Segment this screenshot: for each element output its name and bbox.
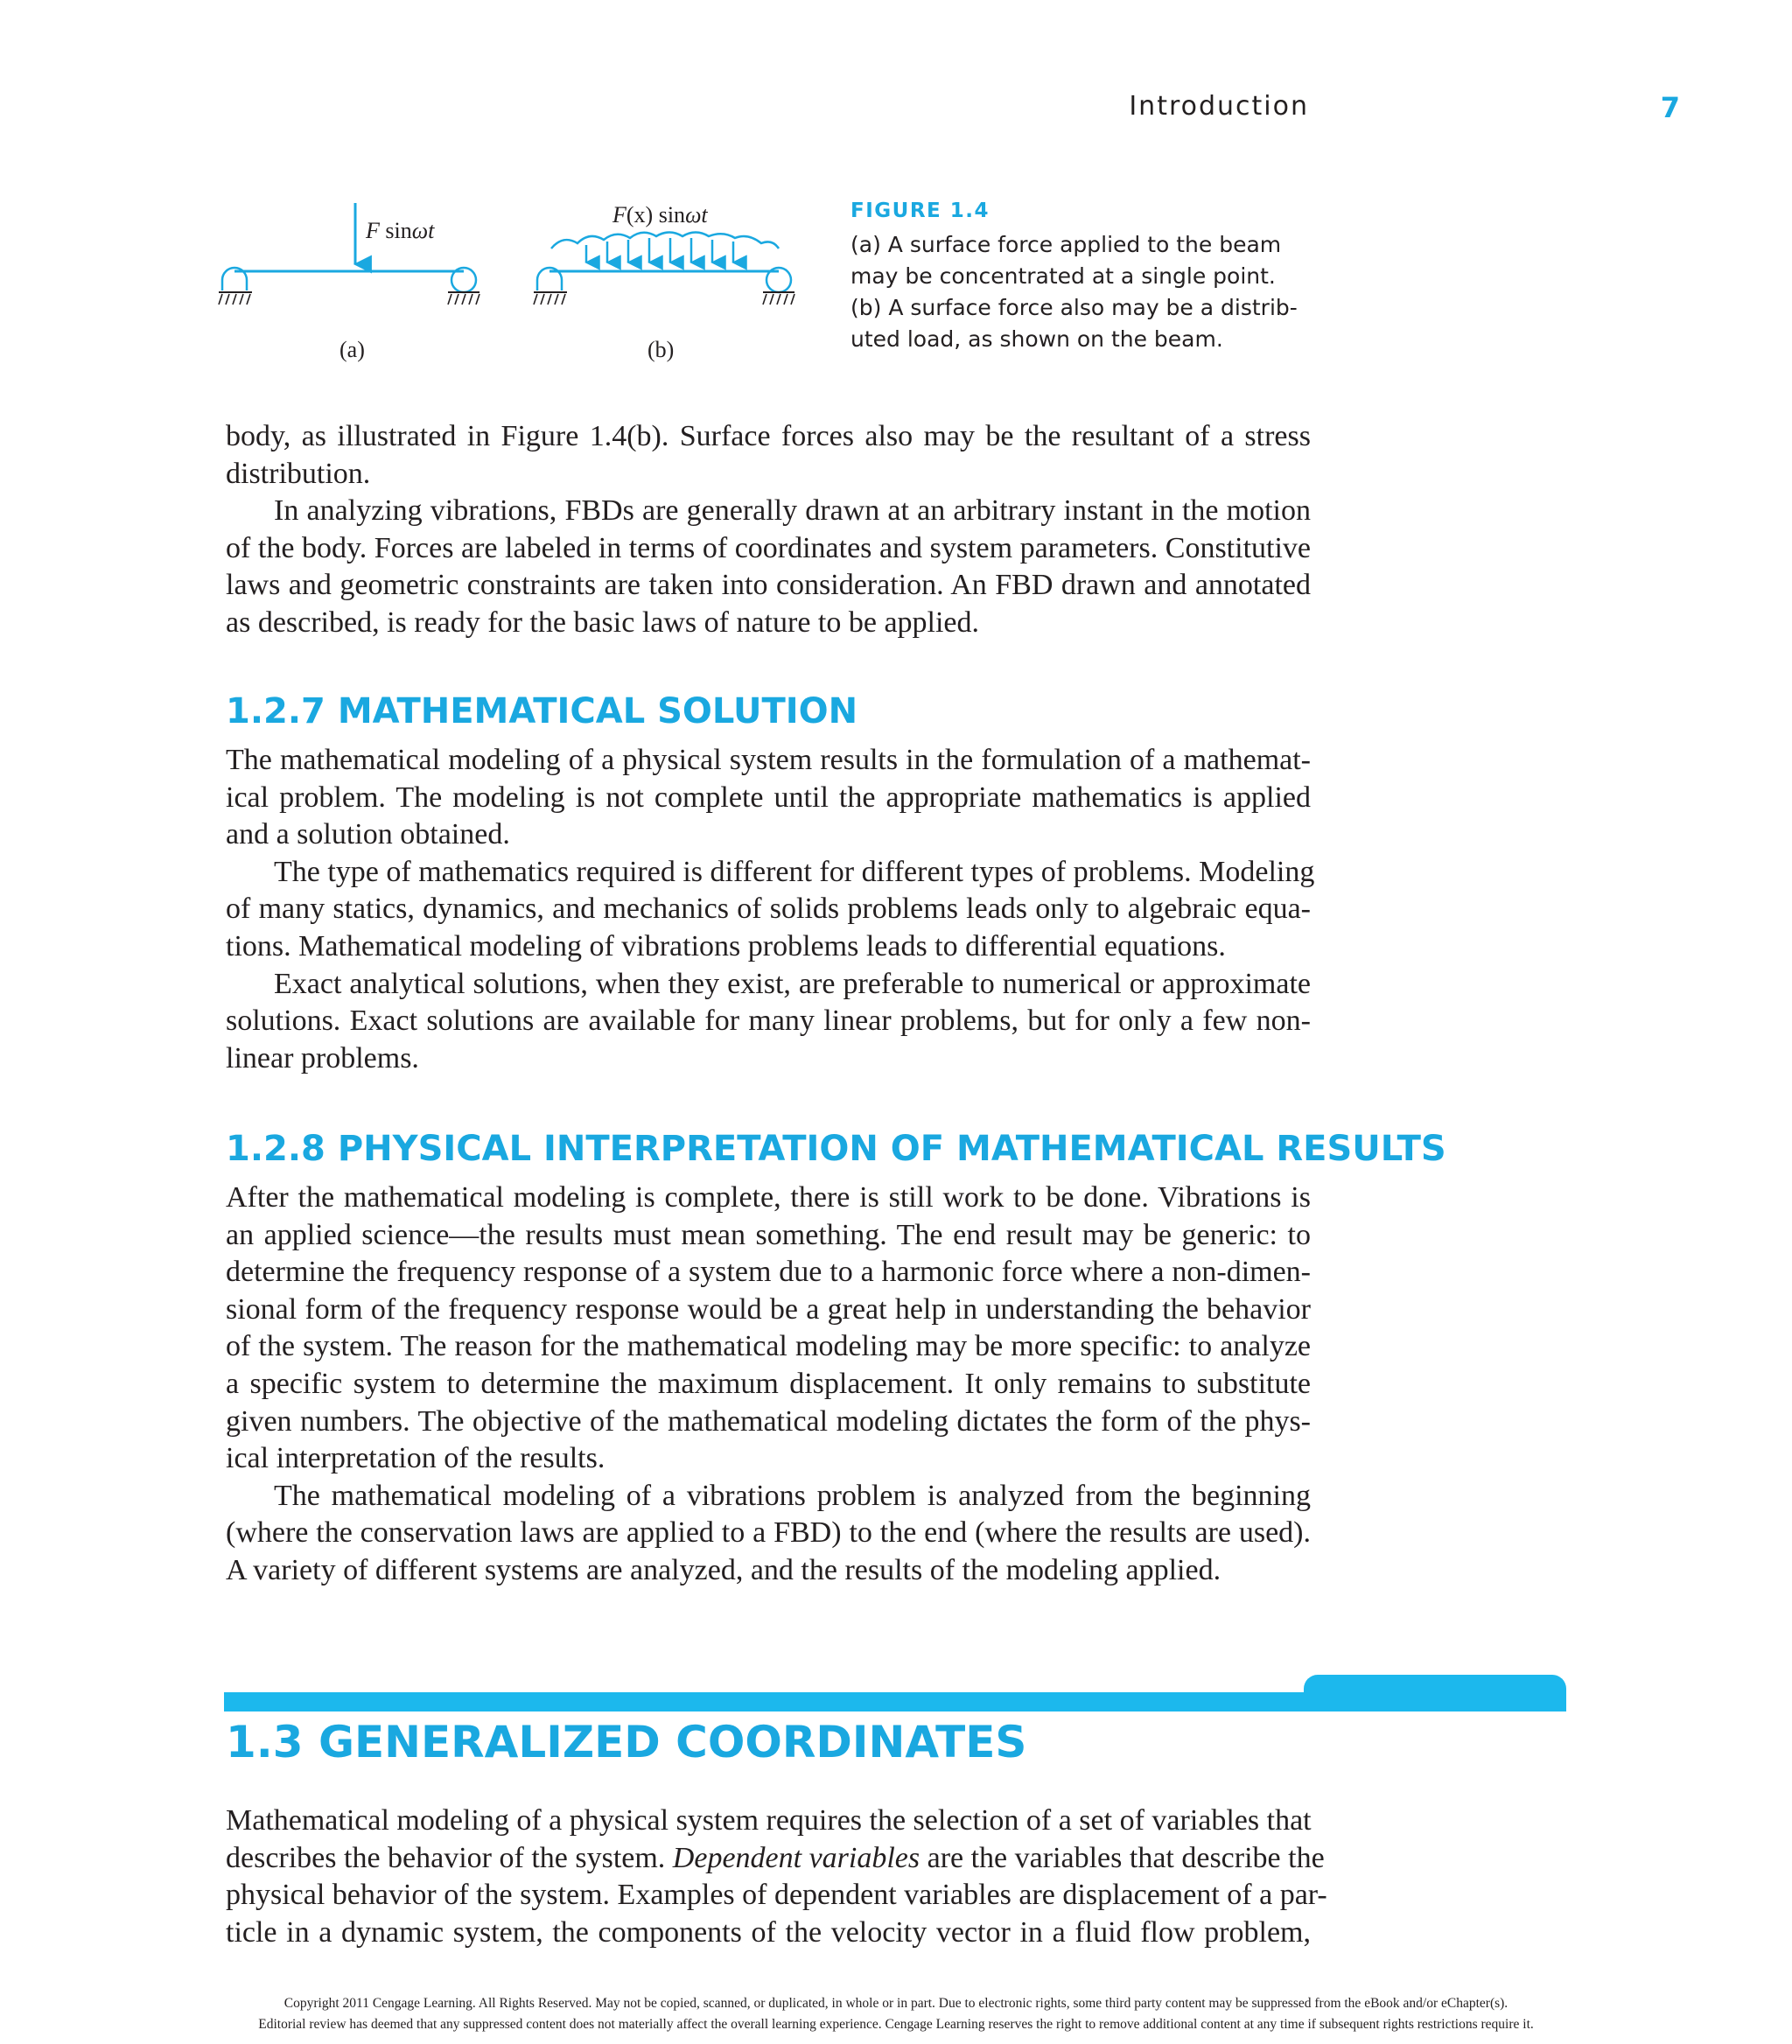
footer-line: Editorial review has deemed that any suppressed content does not materially affect the overall learning experience. Cengage Learning reserves the right to remove additional content at any time if subsequent rights restrictions require it. <box>258 2017 1534 2032</box>
panel-a-letter: (a) <box>340 337 365 362</box>
section-divider-bar <box>224 1692 1305 1712</box>
text-line: The mathematical modeling of a physical system results in the formulation of a mathemat- <box>226 744 1311 776</box>
caption-line: (b) A surface force also may be a distrib- <box>850 295 1298 320</box>
section-heading-1-2-8: 1.2.8 PHYSICAL INTERPRETATION OF MATHEMATICAL RESULTS <box>226 1129 1446 1169</box>
text-line: The mathematical modeling of a vibrations problem is analyzed from the beginning <box>274 1479 1311 1512</box>
caption-label: FIGURE 1.4 <box>850 200 990 222</box>
panel-b-letter: (b) <box>648 337 675 362</box>
text-line <box>226 1840 1325 1878</box>
section-heading-1-3: 1.3 GENERALIZED COORDINATES <box>226 1717 1027 1768</box>
beam-diagrams <box>210 194 840 378</box>
panel-a-beam <box>219 203 480 304</box>
text-line: The type of mathematics required is different for different types of problems. Modeling <box>274 855 1315 888</box>
running-head: Introduction <box>1129 91 1309 122</box>
text-line: of many statics, dynamics, and mechanics of solids problems leads only to algebraic equa- <box>226 892 1311 926</box>
panel-a-force-label: F sinωt <box>366 218 435 243</box>
text-line: distribution. <box>226 457 371 490</box>
page-number: 7 <box>1660 91 1680 124</box>
text-line: given numbers. The objective of the mathematical modeling dictates the form of the phys- <box>226 1404 1311 1438</box>
caption-line: uted load, as shown on the beam. <box>850 326 1223 352</box>
text-line: of the body. Forces are labeled in terms of coordinates and system parameters. Constitutive <box>226 531 1311 564</box>
text-line: a specific system to determine the maximum displacement. It only remains to substitute <box>226 1367 1311 1400</box>
paragraph-block-2 <box>226 742 1315 1077</box>
text-line: solutions. Exact solutions are available for many linear problems, but for only a few non- <box>226 1004 1311 1038</box>
text-span: describes the behavior of the system. <box>226 1841 673 1874</box>
emphasized-term: Dependent variables <box>672 1841 920 1874</box>
text-line: physical behavior of the system. Examples of dependent variables are displacement of a par- <box>226 1879 1327 1912</box>
text-line: linear problems. <box>226 1041 419 1074</box>
text-line: A variety of different systems are analyzed, and the results of the modeling applied. <box>226 1553 1222 1586</box>
text-line: Exact analytical solutions, when they exist, are preferable to numerical or approximate <box>274 967 1311 1000</box>
text-line: (where the conservation laws are applied to a FBD) to the end (where the results are used). <box>226 1516 1311 1550</box>
text-line: ical problem. The modeling is not complete until the appropriate mathematics is applied <box>226 780 1311 814</box>
section-divider-tab <box>1304 1675 1566 1712</box>
text-line: ticle in a dynamic system, the components of the velocity vector in a fluid flow problem, <box>226 1915 1311 1949</box>
text-line: sional form of the frequency response would be a great help in understanding the behavior <box>226 1292 1311 1326</box>
paragraph-block-4 <box>226 1802 1327 1951</box>
text-line: an applied science—the results must mean something. The end result may be generic: to <box>226 1218 1311 1251</box>
paragraph-block-1 <box>226 418 1311 642</box>
distributed-load-arrows <box>586 238 733 262</box>
text-line: ical interpretation of the results. <box>226 1442 606 1475</box>
panel-b-beam <box>534 233 794 305</box>
copyright-footer <box>0 1993 1792 2035</box>
text-line: laws and geometric constraints are taken into consideration. An FBD drawn and annotated <box>226 569 1311 602</box>
text-line: of the system. The reason for the mathematical modeling may be more specific: to analyze <box>226 1330 1311 1363</box>
section-heading-1-2-7: 1.2.7 MATHEMATICAL SOLUTION <box>226 691 858 732</box>
text-line: tions. Mathematical modeling of vibrations problems leads to differential equations. <box>226 929 1226 962</box>
paragraph-block-3 <box>226 1180 1311 1590</box>
text-line: Mathematical modeling of a physical system requires the selection of a set of variables that <box>226 1804 1312 1837</box>
text-line: and a solution obtained. <box>226 818 510 851</box>
text-line: determine the frequency response of a system due to a harmonic force where a non-dimen- <box>226 1256 1311 1289</box>
text-line: In analyzing vibrations, FBDs are generally drawn at an arbitrary instant in the motion <box>274 494 1311 528</box>
caption-line: (a) A surface force applied to the beam <box>850 232 1282 257</box>
figure-caption <box>850 200 1306 355</box>
footer-line: Copyright 2011 Cengage Learning. All Rights Reserved. May not be copied, scanned, or duplicated, in whole or in part. Due to electronic rights, some third party content may be suppressed from the eBook and/or eChapter(s). <box>284 1996 1508 2011</box>
caption-line: may be concentrated at a single point. <box>850 263 1276 289</box>
text-line: After the mathematical modeling is complete, there is still work to be done. Vibrations is <box>226 1181 1311 1214</box>
figure-1-4 <box>210 194 840 378</box>
text-line: body, as illustrated in Figure 1.4(b). Surface forces also may be the resultant of a stress <box>226 420 1311 452</box>
panel-b-force-label: F(x) sinωt <box>612 202 708 228</box>
text-line: as described, is ready for the basic laws of nature to be applied. <box>226 606 980 639</box>
text-span: are the variables that describe the <box>920 1841 1325 1874</box>
